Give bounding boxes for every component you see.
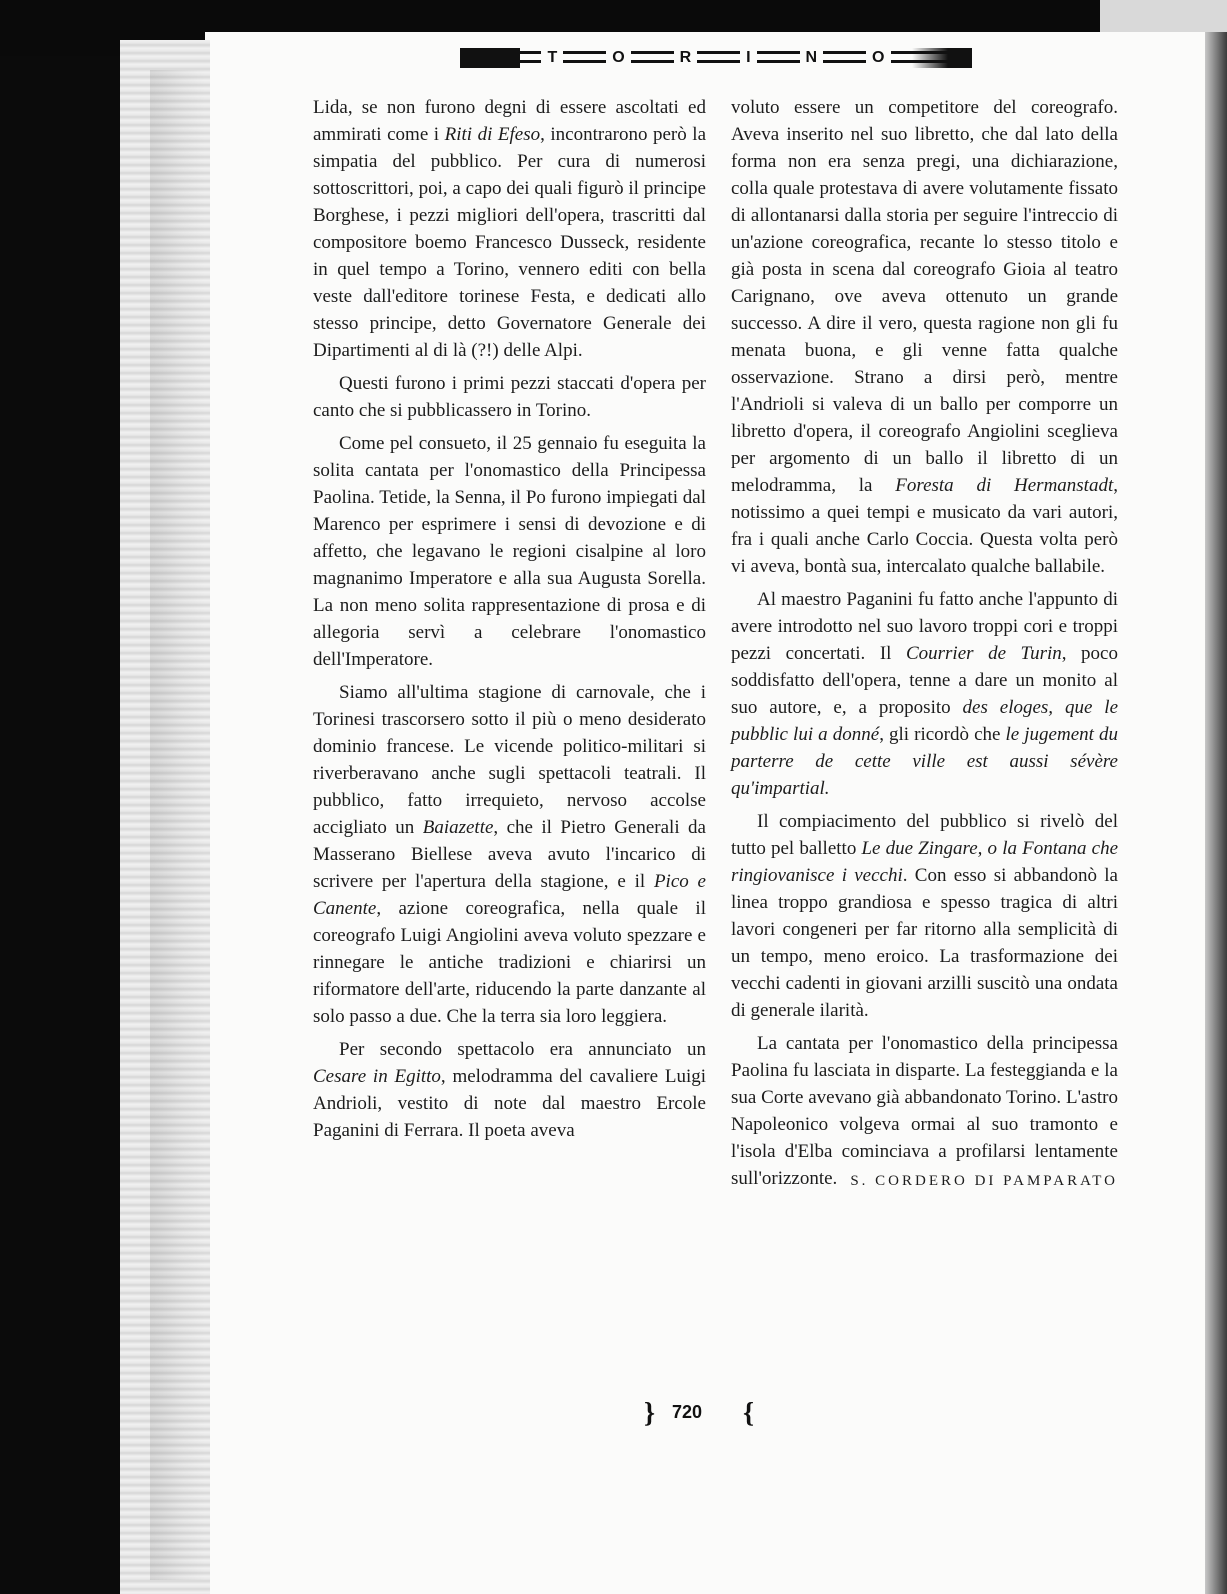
running-head xyxy=(460,48,972,68)
italic-title: Riti di Efeso xyxy=(444,124,541,145)
running-head-letter: O xyxy=(866,49,890,67)
text-run: Il compiacimento del pubblico si rivelò del tutto pel balletto xyxy=(731,811,1118,859)
paragraph xyxy=(313,679,706,1030)
text-run: , azione coreografica, nella quale il coreografo Luigi Angiolini aveva voluto spezzare e rinnegare le antiche tradizioni e chiarirsi un riformatore dell'arte, riducendo la parte danzante al solo passo a due. Che la terra sia loro leggiera. xyxy=(313,898,706,1027)
page-number-ornament-right: { xyxy=(743,1398,755,1429)
running-head-title xyxy=(520,48,912,68)
running-head-ornament-left xyxy=(460,48,520,68)
text-run: , poco soddisfatto dell'opera, tenne a dare un monito al suo autore, e, a proposito xyxy=(731,643,1118,718)
paragraph xyxy=(313,94,706,364)
running-head-letter: N xyxy=(800,49,824,67)
text-run: , incontrarono però la simpatia del pubblico. Per cura di numerosi sottoscrittori, poi, a capo dei quali figurò il principe Borghese, i pezzi migliori dell'opera, trascritti dal compositore boemo Francesco Dusseck, residente in quel tempo a Torino, vennero editi con bella veste dall'editore torinese Festa, e dedicati allo stesso principe, detto Governatore Generale dei Dipartimenti al di là (?!) delle Alpi. xyxy=(313,124,706,361)
running-head-letter: O xyxy=(606,49,630,67)
italic-title: Le due Zingare, o la Fontana che ringiovanisce i vecchi xyxy=(731,838,1119,886)
paragraph: La cantata per l'onomastico della principessa Paolina fu lasciata in disparte. La festeggianda e la sua Corte avevano già abbandonato Torino. L'astro Napoleonico volgeva ormai al suo tramonto e l'isola d'Elba cominciava a profilarsi lentamente sull'orizzonte. xyxy=(731,1033,1118,1189)
scan-right-edge xyxy=(1205,32,1227,1594)
page-number-ornament-left: } xyxy=(644,1398,656,1429)
text-run: Lida, se non furono degni di essere ascoltati ed ammirati come i xyxy=(313,97,706,145)
running-head-letter: T xyxy=(541,49,563,67)
paragraph xyxy=(313,1036,706,1144)
author-signature: S. CORDERO DI PAMPARATO xyxy=(850,1173,1118,1189)
right-column xyxy=(731,94,1118,1195)
paragraph: Come pel consueto, il 25 gennaio fu eseguita la solita cantata per l'onomastico della Principessa Paolina. Tetide, la Senna, il Po furono impiegati dal Marenco per esprimere i sensi di devozione e di affetto, che legavano le regioni cisalpine al loro magnanimo Imperatore e alla sua Augusta Sorella. La non meno solita rappresentazione di prosa e di allegoria servì a celebrare l'onomastico dell'Imperatore. xyxy=(313,433,706,670)
italic-quote: le jugement du parterre de cette ville est aussi sévère qu'impartial. xyxy=(731,724,1118,799)
paragraph xyxy=(731,808,1118,1024)
italic-title: Pico e Canente xyxy=(313,871,706,919)
italic-title: Courrier de Turin xyxy=(905,643,1062,664)
paragraph xyxy=(731,94,1118,580)
text-run: Al maestro Paganini fu fatto anche l'appunto di avere introdotto nel suo lavoro troppi cori e troppi pezzi concertati. Il xyxy=(731,589,1118,664)
scan-left-border xyxy=(0,56,120,1594)
text-run: . Con esso si abbandonò la linea troppo grandiosa e spesso tragica di altri lavori congeneri per far ritorno alla semplicità di un tempo, meno eroico. La trasformazione dei vecchi cadenti in giovani arzilli suscitò una ondata di generale ilarità. xyxy=(731,865,1118,1021)
running-head-letter: R xyxy=(674,49,698,67)
running-head-letter: I xyxy=(740,49,756,67)
text-run: , che il Pietro Generali da Masserano Biellese aveva avuto l'incarico di scrivere per l'apertura della stagione, e il xyxy=(313,817,706,892)
spine-shadow xyxy=(150,70,205,1580)
text-run: Per secondo spettacolo era annunciato un xyxy=(339,1039,706,1060)
running-head-ornament-right xyxy=(912,48,972,68)
page-number: 720 xyxy=(672,1402,703,1422)
italic-title: Baiazette xyxy=(422,817,494,838)
text-run: Siamo all'ultima stagione di carnovale, che i Torinesi trascorsero sotto il più o meno desiderato dominio francese. Le vicende politico-militari si riverberavano anche sugli spettacoli teatrali. Il pubblico, fatto irrequieto, nervoso accolse accigliato un xyxy=(313,682,706,838)
paragraph xyxy=(731,586,1118,802)
italic-title: Cesare in Egitto xyxy=(313,1066,441,1087)
paragraph: Questi furono i primi pezzi staccati d'opera per canto che si pubblicassero in Torino. xyxy=(313,373,706,421)
italic-quote: des eloges, que le pubblic lui a donné xyxy=(731,697,1118,745)
text-run: , notissimo a quei tempi e musicato da vari autori, fra i quali anche Carlo Coccia. Questa volta però vi aveva, bontà sua, intercalato qualche ballabile. xyxy=(731,475,1118,577)
text-run: voluto essere un competitore del coreografo. Aveva inserito nel suo libretto, che dal lato della forma non era senza pregi, una dichiarazione, colla quale protestava di avere volutamente fissato di allontanarsi dalla storia per seguire l'intreccio di un'azione coreografica, recante lo stesso titolo e già posta in scena dal coreografo Gioia al teatro Carignano, ove aveva ottenuto un grande successo. A dire il vero, questa ragione non gli fu menata buona, e gli venne fatta qualche osservazione. Strano a dirsi però, mentre l'Andrioli si valeva di un ballo per comporre un libretto d'opera, il coreografo Angiolini sceglieva per argomento di un ballo il libretto di un melodramma, la xyxy=(731,97,1118,496)
text-run: , gli ricordò che xyxy=(879,724,1006,745)
left-column xyxy=(313,94,706,1144)
text-run: , melodramma del cavaliere Luigi Andrioli, vestito di note dal maestro Ercole Paganini di Ferrara. Il poeta aveva xyxy=(313,1066,706,1141)
italic-title: Foresta di Hermanstadt xyxy=(895,475,1114,496)
